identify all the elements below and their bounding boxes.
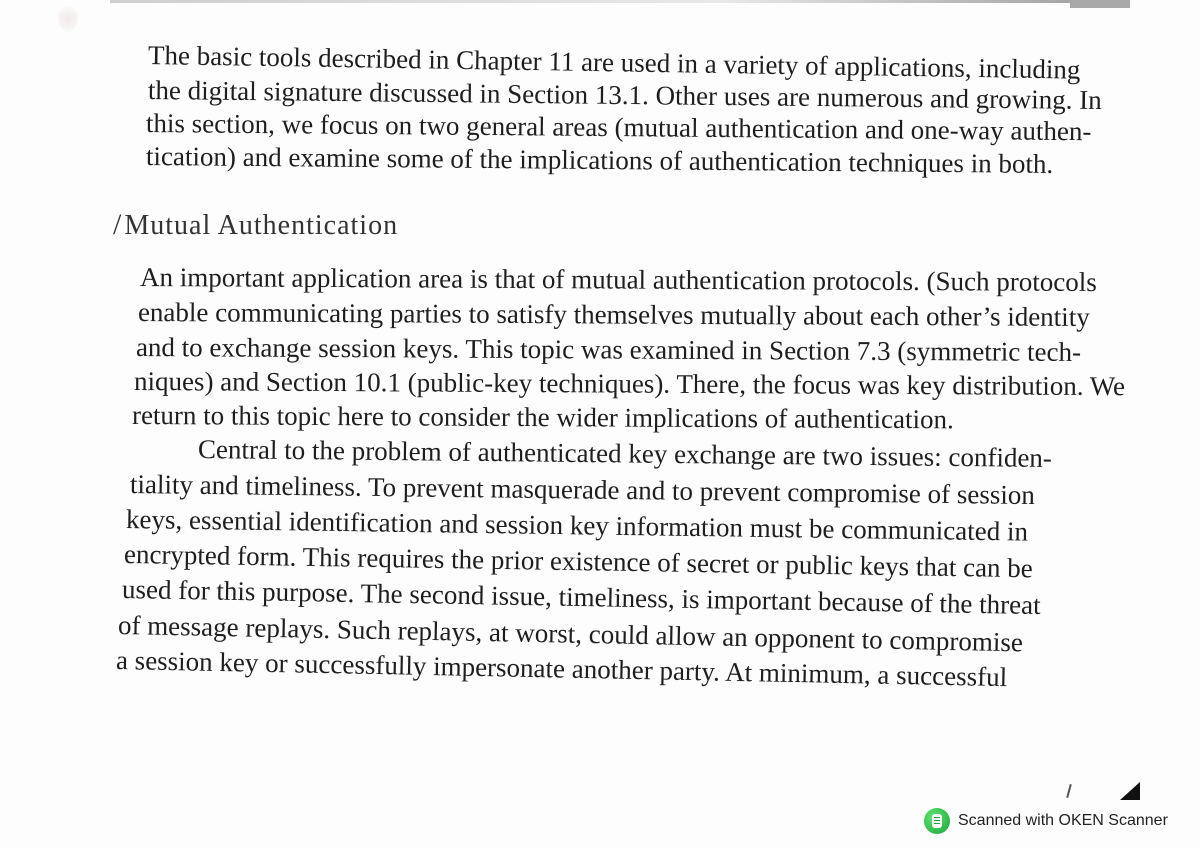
intro-line: this section, we focus on two general areas (mutual authentication and one-way authen- (145, 108, 1092, 147)
intro-line: the digital signature discussed in Section 13.1. Other uses are numerous and growing. In (147, 75, 1102, 115)
intro-line: The basic tools described in Chapter 11 are used in a variety of applications, including (147, 40, 1081, 85)
scan-corner-triangle (1120, 782, 1140, 800)
body-line: tiality and timeliness. To prevent masquerade and to prevent compromise of session (129, 469, 1036, 511)
body-line: encrypted form. This requires the prior existence of secret or public keys that can be (123, 539, 1034, 584)
scanner-watermark-text: Scanned with OKEN Scanner (958, 812, 1168, 829)
scan-mark (1066, 784, 1072, 798)
body-line: niques) and Section 10.1 (public-key techniques). There, the focus was key distribution. We (133, 366, 1126, 402)
check-mark-icon: / (113, 208, 123, 241)
scan-corner-shadow (1070, 0, 1130, 8)
body-line: of message replays. Such replays, at worst, could allow an opponent to compromise (117, 610, 1024, 658)
page-top-edge (110, 0, 1130, 3)
body-line: return to this topic here to consider the wider implications of authentication. (131, 400, 954, 435)
section-heading (113, 208, 398, 242)
section-heading-text: Mutual Authentication (124, 210, 399, 241)
intro-line: tication) and examine some of the implications of authentication techniques in both. (145, 141, 1054, 179)
body-line: Central to the problem of authenticated key exchange are two issues: confiden- (197, 434, 1053, 473)
body-line: keys, essential identification and session key information must be communicated in (125, 504, 1029, 547)
scanner-watermark (924, 808, 1168, 834)
page-smudge (58, 6, 78, 32)
body-line: used for this purpose. The second issue, timeliness, is important because of the threat (121, 574, 1041, 621)
oken-scanner-logo-icon (924, 808, 950, 834)
body-line: enable communicating parties to satisfy themselves mutually about each other’s identity (137, 297, 1090, 332)
body-line: An important application area is that of mutual authentication protocols. (Such protocols (139, 262, 1097, 298)
body-line: and to exchange session keys. This topic was examined in Section 7.3 (symmetric tech- (135, 332, 1082, 367)
body-line: a session key or successfully impersonate another party. At minimum, a successful (115, 645, 1008, 693)
